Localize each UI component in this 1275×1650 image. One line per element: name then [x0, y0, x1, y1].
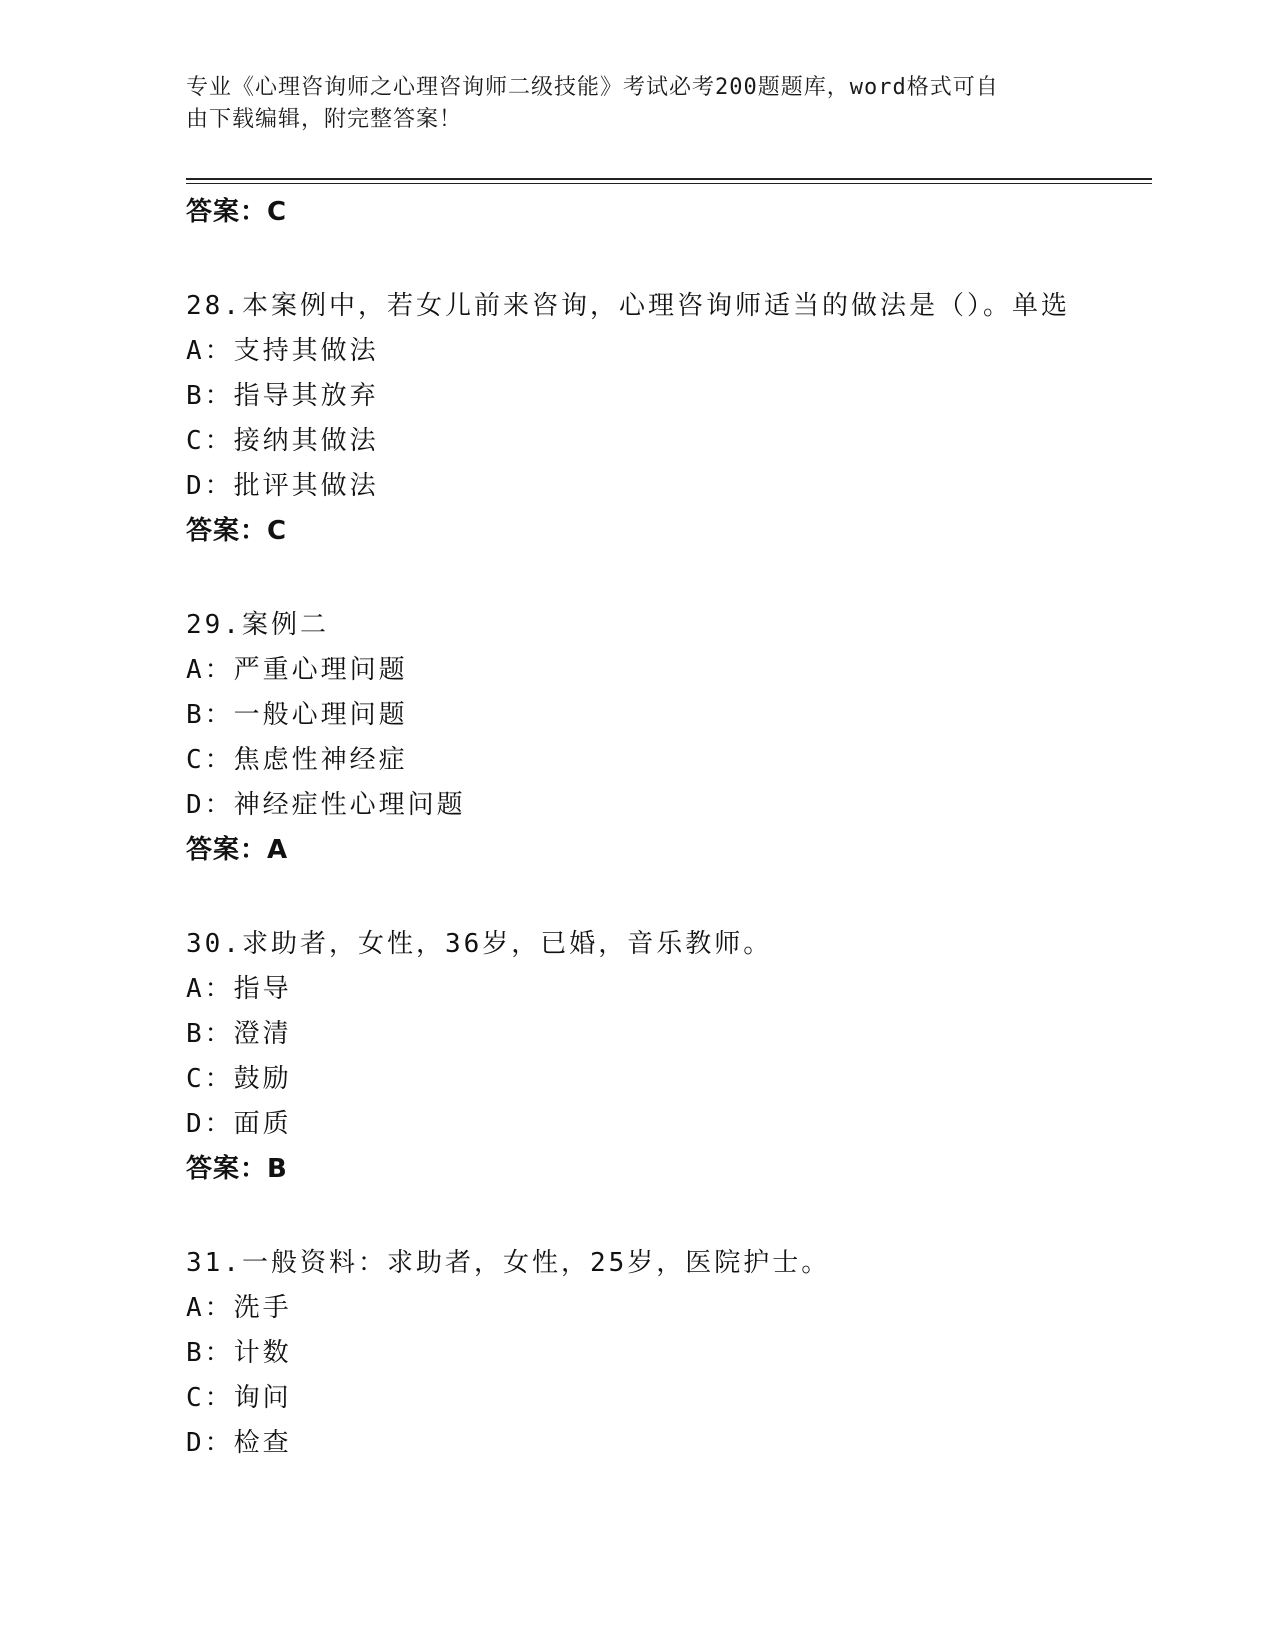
- question-28: [186, 284, 1152, 554]
- option-a: A：支持其做法: [186, 336, 379, 366]
- answer: 答案：A: [186, 835, 289, 865]
- option-d: D：检查: [186, 1428, 292, 1458]
- answer: 答案：C: [186, 516, 288, 546]
- question-31: [186, 1241, 1152, 1466]
- header-rule-thick: [186, 178, 1152, 180]
- option-a: A：洗手: [186, 1293, 292, 1323]
- header-line-1: 专业《心理咨询师之心理咨询师二级技能》考试必考200题题库，word格式可自: [186, 75, 999, 100]
- option-c: C：接纳其做法: [186, 426, 379, 456]
- question-29: [186, 603, 1152, 873]
- question-title: 28.本案例中，若女儿前来咨询，心理咨询师适当的做法是（）。单选: [186, 291, 1070, 321]
- header-rule-thin: [186, 183, 1152, 184]
- question-list: [186, 190, 1152, 1466]
- option-c: C：询问: [186, 1383, 292, 1413]
- option-d: D：面质: [186, 1109, 292, 1139]
- option-d: D：批评其做法: [186, 471, 379, 501]
- option-d: D：神经症性心理问题: [186, 790, 466, 820]
- option-a: A：严重心理问题: [186, 655, 408, 685]
- question-30: [186, 922, 1152, 1192]
- document-header: [186, 72, 1066, 136]
- previous-answer: 答案：C: [186, 197, 288, 227]
- option-c: C：焦虑性神经症: [186, 745, 408, 775]
- question-title: 29.案例二: [186, 610, 329, 640]
- question-title: 31.一般资料：求助者，女性，25岁，医院护士。: [186, 1248, 831, 1278]
- option-b: B：指导其放弃: [186, 381, 379, 411]
- option-a: A：指导: [186, 974, 292, 1004]
- option-b: B：一般心理问题: [186, 700, 408, 730]
- answer: 答案：B: [186, 1154, 288, 1184]
- question-title: 30.求助者，女性，36岁，已婚，音乐教师。: [186, 929, 773, 959]
- option-b: B：计数: [186, 1338, 292, 1368]
- header-line-2: 由下载编辑，附完整答案！: [186, 107, 463, 132]
- option-c: C：鼓励: [186, 1064, 292, 1094]
- option-b: B：澄清: [186, 1019, 292, 1049]
